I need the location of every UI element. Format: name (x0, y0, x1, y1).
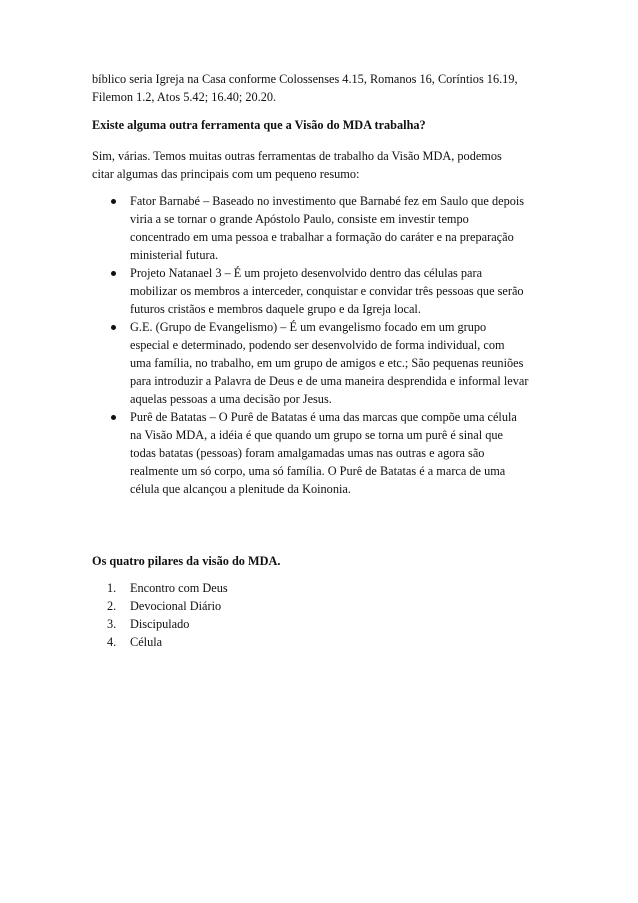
list-item (92, 408, 562, 498)
pillars-heading (92, 552, 562, 570)
list-item (92, 633, 562, 651)
list-item (92, 579, 562, 597)
list-item (92, 318, 562, 408)
list-item-line: Fator Barnabé – Baseado no investimento que Barnabé fez em Saulo que depois (130, 194, 525, 208)
answer-paragraph (92, 147, 562, 183)
list-item-line: concentrado em uma pessoa e trabalhar a formação do caráter e na preparação (130, 230, 514, 244)
tools-list (92, 192, 562, 498)
pillars-list (92, 579, 562, 651)
bullet-icon (111, 325, 116, 330)
list-item-label: Célula (130, 635, 163, 649)
list-item-line: célula que alcançou a plenitude da Koinonia. (130, 482, 351, 496)
bullet-icon (111, 199, 116, 204)
list-number: 1. (107, 581, 117, 595)
list-item-label: Devocional Diário (130, 599, 222, 613)
intro-line: bíblico seria Igreja na Casa conforme Colossenses 4.15, Romanos 16, Coríntios 16.19, (92, 72, 518, 86)
list-item-line: Projeto Natanael 3 – É um projeto desenvolvido dentro das células para (130, 266, 483, 280)
question-heading (92, 116, 562, 134)
list-item (92, 264, 562, 318)
answer-line: citar algumas das principais com um pequeno resumo: (92, 167, 360, 181)
list-item (92, 192, 562, 264)
list-item-line: na Visão MDA, a idéia é que quando um grupo se torna um purê é sinal que (130, 428, 503, 442)
answer-line: Sim, várias. Temos muitas outras ferramentas de trabalho da Visão MDA, podemos (92, 149, 502, 163)
list-item-line: G.E. (Grupo de Evangelismo) – É um evangelismo focado em um grupo (130, 320, 487, 334)
list-item (92, 597, 562, 615)
intro-paragraph (92, 70, 562, 106)
list-item-line: viria a se tornar o grande Apóstolo Paulo, consiste em investir tempo (130, 212, 469, 226)
list-number: 2. (107, 599, 117, 613)
bullet-icon (111, 271, 116, 276)
list-item-line: realmente um só corpo, uma só família. O Purê de Batatas é a marca de uma (130, 464, 506, 478)
list-item-line: Purê de Batatas – O Purê de Batatas é uma das marcas que compõe uma célula (130, 410, 517, 424)
list-item-line: para introduzir a Palavra de Deus e de uma maneira desprendida e informal levar (130, 374, 529, 388)
list-item-line: especial e determinado, podendo ser desenvolvido de forma individual, com (130, 338, 505, 352)
list-item-line: todas batatas (pessoas) foram amalgamadas umas nas outras e agora são (130, 446, 485, 460)
list-item-line: mobilizar os membros a interceder, conquistar e convidar três pessoas que serão (130, 284, 524, 298)
list-item-line: futuros cristãos e membros daquele grupo e da Igreja local. (130, 302, 421, 316)
list-item (92, 615, 562, 633)
list-item-line: uma família, no trabalho, em um grupo de amigos e etc.; São pequenas reuniões (130, 356, 524, 370)
question-text: Existe alguma outra ferramenta que a Visão do MDA trabalha? (92, 118, 426, 132)
list-item-line: aquelas pessoas a uma decisão por Jesus. (130, 392, 332, 406)
list-item-label: Discipulado (130, 617, 190, 631)
list-number: 4. (107, 635, 117, 649)
list-number: 3. (107, 617, 117, 631)
bullet-icon (111, 415, 116, 420)
pillars-heading-text: Os quatro pilares da visão do MDA. (92, 554, 281, 568)
list-item-line: ministerial futura. (130, 248, 219, 262)
intro-line: Filemon 1.2, Atos 5.42; 16.40; 20.20. (92, 90, 277, 104)
list-item-label: Encontro com Deus (130, 581, 228, 595)
